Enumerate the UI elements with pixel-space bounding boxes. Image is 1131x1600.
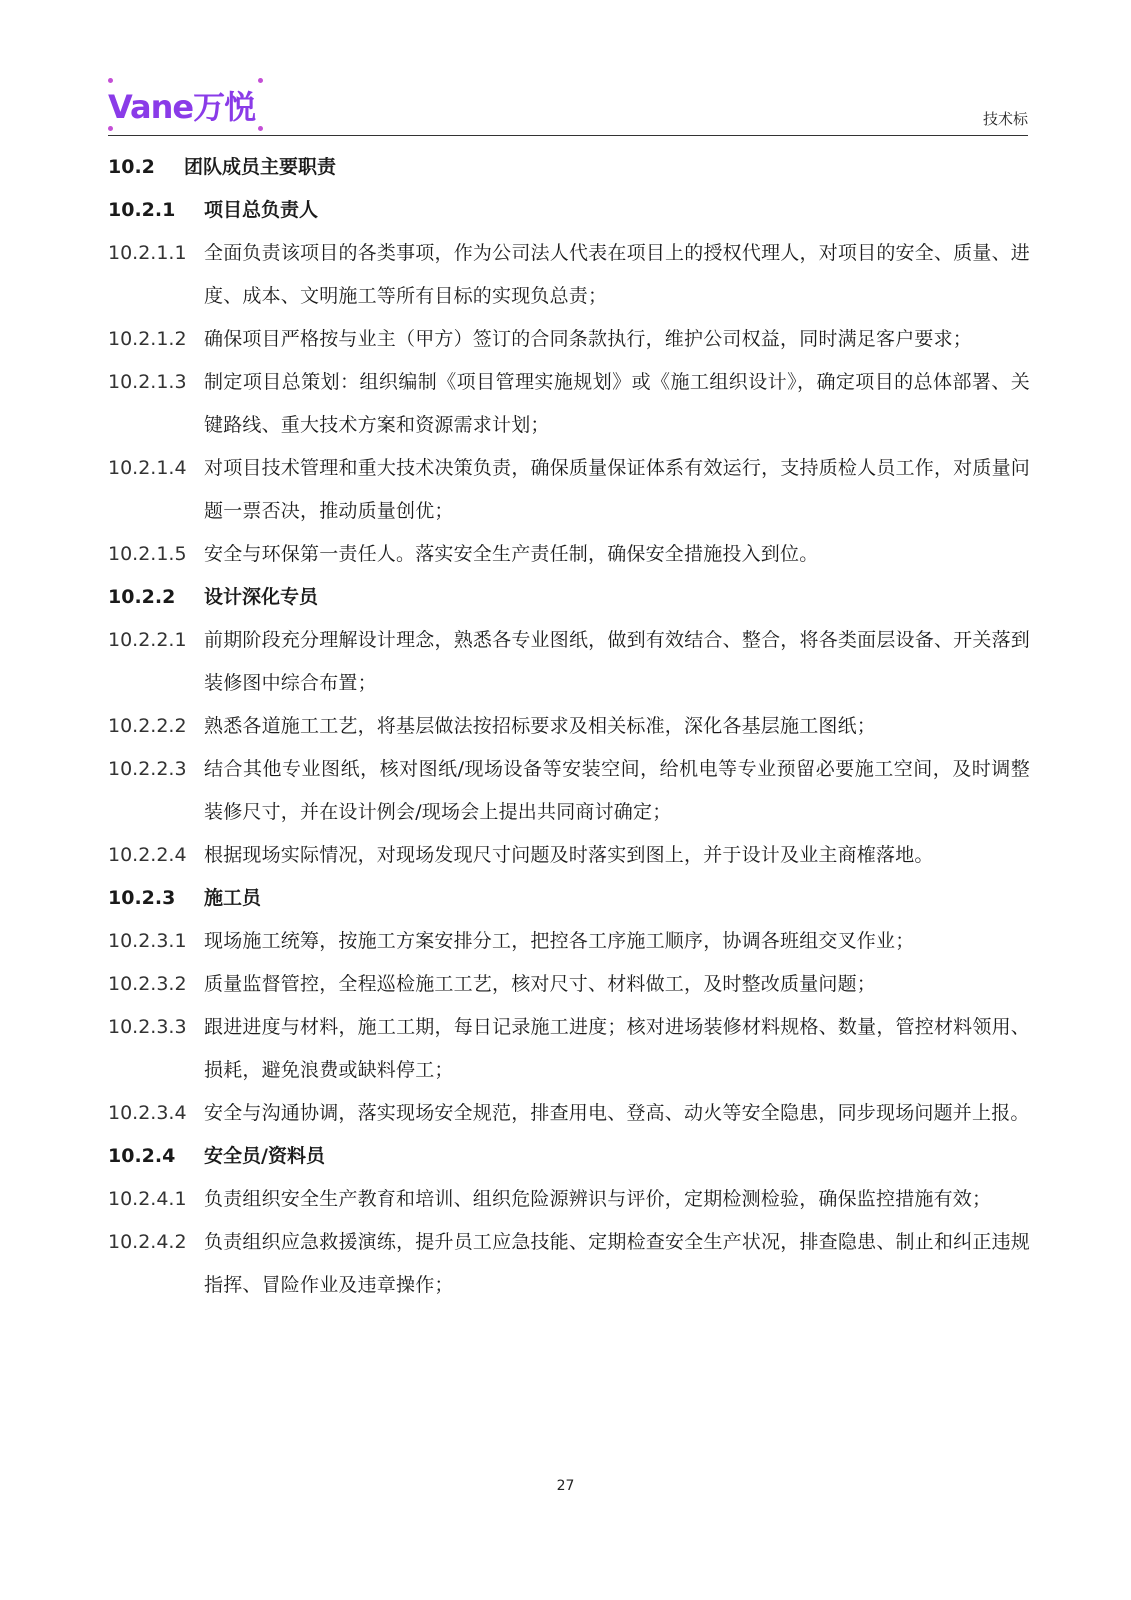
item-number: 10.2.3.2 [108, 973, 187, 995]
list-item [108, 834, 1030, 877]
list-item [108, 705, 1030, 748]
section-number: 10.2 [108, 156, 155, 178]
section-number: 10.2.2 [108, 586, 176, 608]
item-number: 10.2.4.1 [108, 1188, 187, 1210]
item-text: 全面负责该项目的各类事项，作为公司法人代表在项目上的授权代理人，对项目的安全、质量、进度、成本、文明施工等所有目标的实现负总责； [204, 242, 1030, 307]
section [108, 576, 1030, 877]
list-item [108, 318, 1030, 361]
list-item [108, 1221, 1030, 1307]
section-title: 安全员/资料员 [204, 1145, 325, 1167]
item-number: 10.2.1.2 [108, 328, 187, 350]
item-text: 根据现场实际情况，对现场发现尺寸问题及时落实到图上，并于设计及业主商榷落地。 [204, 844, 934, 866]
item-number: 10.2.3.3 [108, 1016, 187, 1038]
logo-dot [258, 126, 263, 131]
item-number: 10.2.3.1 [108, 930, 187, 952]
header-divider [108, 135, 1028, 136]
list-item [108, 963, 1030, 1006]
company-logo [108, 78, 268, 134]
list-item [108, 361, 1030, 447]
section-number: 10.2.3 [108, 887, 176, 909]
item-text: 负责组织安全生产教育和培训、组织危险源辨识与评价，定期检测检验，确保监控措施有效； [204, 1188, 992, 1210]
item-number: 10.2.1.1 [108, 242, 187, 264]
item-number: 10.2.1.3 [108, 371, 187, 393]
section [108, 1135, 1030, 1307]
list-item [108, 748, 1030, 834]
item-number: 10.2.1.5 [108, 543, 187, 565]
page-header [108, 72, 1028, 138]
section-heading [108, 877, 1030, 920]
list-item [108, 1092, 1030, 1135]
item-text: 现场施工统筹，按施工方案安排分工，把控各工序施工顺序，协调各班组交叉作业； [204, 930, 915, 952]
item-text: 熟悉各道施工工艺，将基层做法按招标要求及相关标准，深化各基层施工图纸； [204, 715, 877, 737]
page-number: 27 [556, 1478, 575, 1494]
item-text: 结合其他专业图纸，核对图纸/现场设备等安装空间，给机电等专业预留必要施工空间，及时调整装修尺寸，并在设计例会/现场会上提出共同商讨确定； [204, 758, 1030, 823]
section [108, 189, 1030, 576]
section-number: 10.2.4 [108, 1145, 176, 1167]
list-item [108, 920, 1030, 963]
section-title: 施工员 [204, 887, 262, 909]
item-number: 10.2.2.2 [108, 715, 187, 737]
document-type-label: 技术标 [982, 110, 1028, 128]
item-number: 10.2.2.3 [108, 758, 187, 780]
item-text: 对项目技术管理和重大技术决策负责，确保质量保证体系有效运行，支持质检人员工作，对质量问题一票否决，推动质量创优； [204, 457, 1030, 522]
item-number: 10.2.2.1 [108, 629, 187, 651]
item-text: 跟进进度与材料，施工工期，每日记录施工进度；核对进场装修材料规格、数量，管控材料领用、损耗，避免浪费或缺料停工； [204, 1016, 1030, 1081]
section-number: 10.2.1 [108, 199, 176, 221]
list-item [108, 447, 1030, 533]
item-number: 10.2.1.4 [108, 457, 187, 479]
item-text: 负责组织应急救援演练，提升员工应急技能、定期检查安全生产状况，排查隐患、制止和纠正违规指挥、冒险作业及违章操作； [204, 1231, 1030, 1296]
list-item [108, 1006, 1030, 1092]
section [108, 146, 1030, 189]
logo-dot [258, 78, 263, 83]
section-title: 团队成员主要职责 [184, 156, 337, 178]
item-text: 制定项目总策划：组织编制《项目管理实施规划》或《施工组织设计》，确定项目的总体部署、关键路线、重大技术方案和资源需求计划； [204, 371, 1030, 436]
section-heading [108, 1135, 1030, 1178]
item-text: 安全与环保第一责任人。落实安全生产责任制，确保安全措施投入到位。 [204, 543, 819, 565]
section-title: 设计深化专员 [204, 586, 319, 608]
list-item [108, 619, 1030, 705]
list-item [108, 232, 1030, 318]
list-item [108, 1178, 1030, 1221]
document-body [108, 146, 1030, 1307]
item-text: 质量监督管控，全程巡检施工工艺，核对尺寸、材料做工，及时整改质量问题； [204, 973, 877, 995]
item-text: 安全与沟通协调，落实现场安全规范，排查用电、登高、动火等安全隐患，同步现场问题并上报。 [204, 1102, 1030, 1124]
section-title: 项目总负责人 [204, 199, 319, 221]
section-heading [108, 189, 1030, 232]
item-number: 10.2.4.2 [108, 1231, 187, 1253]
list-item [108, 533, 1030, 576]
item-text: 确保项目严格按与业主（甲方）签订的合同条款执行，维护公司权益，同时满足客户要求； [204, 328, 973, 350]
section-heading [108, 146, 1030, 189]
section-heading [108, 576, 1030, 619]
logo-text: Vane万悦 [108, 88, 256, 126]
item-text: 前期阶段充分理解设计理念，熟悉各专业图纸，做到有效结合、整合，将各类面层设备、开关落到装修图中综合布置； [204, 629, 1030, 694]
item-number: 10.2.2.4 [108, 844, 187, 866]
item-number: 10.2.3.4 [108, 1102, 187, 1124]
section [108, 877, 1030, 1135]
